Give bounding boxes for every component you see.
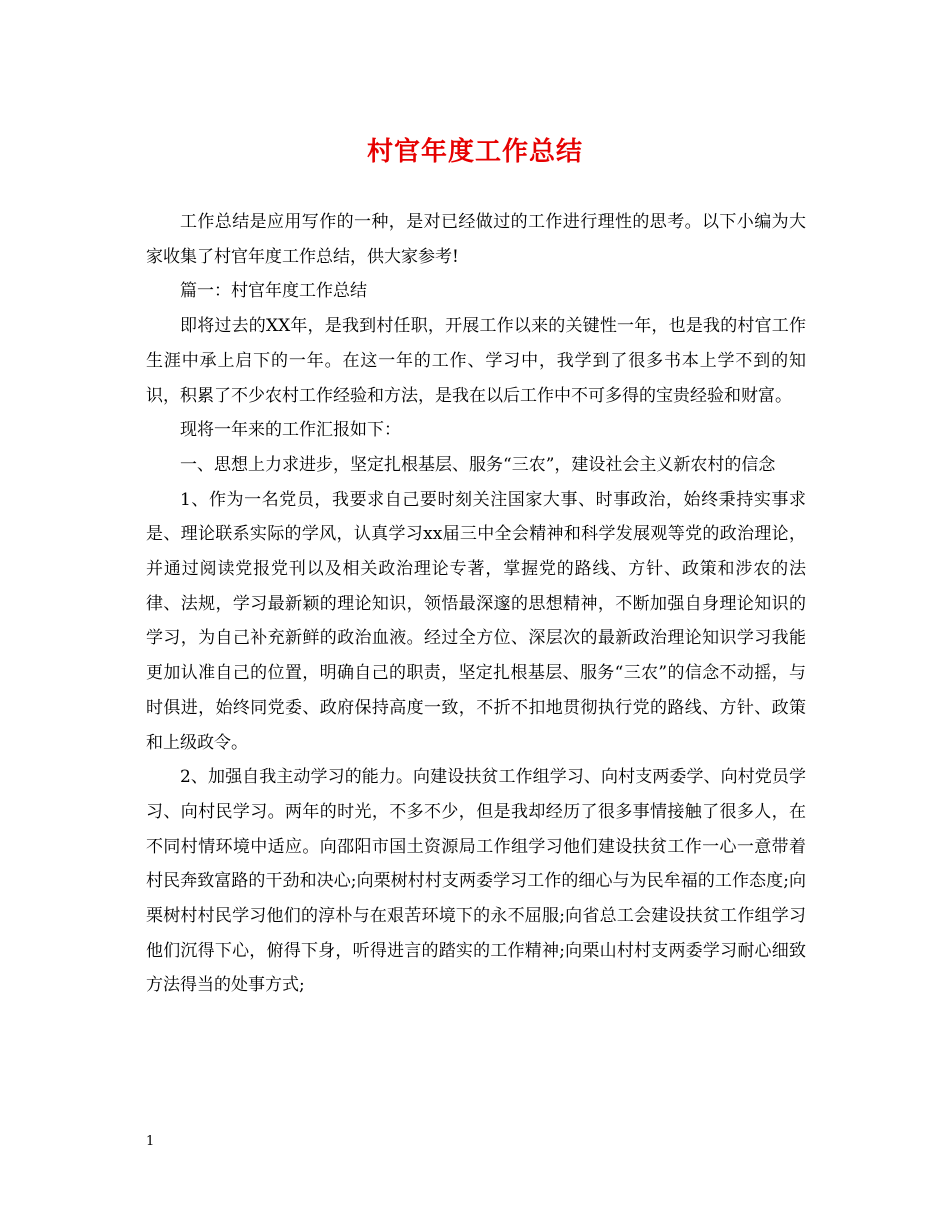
- paragraph-overview: 即将过去的XX年，是我到村任职，开展工作以来的关键性一年，也是我的村官工作生涯中承上启下的一年。在这一年的工作、学习中，我学到了很多书本上学不到的知识，积累了不少农村工作经验和方法，是我在以后工作中不可多得的宝贵经验和财富。: [146, 316, 806, 406]
- paragraph-point-one-heading: 一、思想上力求进步，坚定扎根基层、服务“三农”，建设社会主义新农村的信念: [180, 454, 776, 475]
- document-title: 村官年度工作总结: [366, 137, 583, 167]
- paragraph-section-heading: 篇一：村官年度工作总结: [180, 281, 367, 302]
- document-body: [146, 205, 806, 1003]
- paragraph-item-1: 1、作为一名党员，我要求自己要时刻关注国家大事、时事政治，始终秉持实事求是、理论联系实际的学风，认真学习xx届三中全会精神和科学发展观等党的政治理论，并通过阅读党报党刊以及相关政治理论专著，掌握党的路线、方针、政策和涉农的法律、法规，学习最新颖的理论知识，领悟最深邃的思想精神，不断加强自身理论知识的学习，为自己补充新鲜的政治血液。经过全方位、深层次的最新政治理论知识学习我能更加认准自己的位置，明确自己的职责，坚定扎根基层、服务“三农”的信念不动摇，与时俱进，始终同党委、政府保持高度一致，不折不扣地贯彻执行党的路线、方针、政策和上级政令。: [146, 489, 806, 753]
- paragraph-item-2: 2、加强自我主动学习的能力。向建设扶贫工作组学习、向村支两委学、向村党员学习、向村民学习。两年的时光，不多不少，但是我却经历了很多事情接触了很多人，在不同村情环境中适应。向邵阳市国土资源局工作组学习他们建设扶贫工作一心一意带着村民奔致富路的干劲和决心;向栗树村村支两委学习工作的细心与为民牟福的工作态度;向栗树村村民学习他们的淳朴与在艰苦环境下的永不屈服;向省总工会建设扶贫工作组学习他们沉得下心，俯得下身，听得进言的踏实的工作精神;向栗山村村支两委学习耐心细致方法得当的处事方式;: [146, 767, 806, 996]
- paragraph-intro: 工作总结是应用写作的一种，是对已经做过的工作进行理性的思考。以下小编为大家收集了村官年度工作总结，供大家参考!: [146, 212, 806, 267]
- paragraph-report-lead: 现将一年来的工作汇报如下：: [180, 420, 401, 441]
- page-number: 1: [146, 1134, 155, 1149]
